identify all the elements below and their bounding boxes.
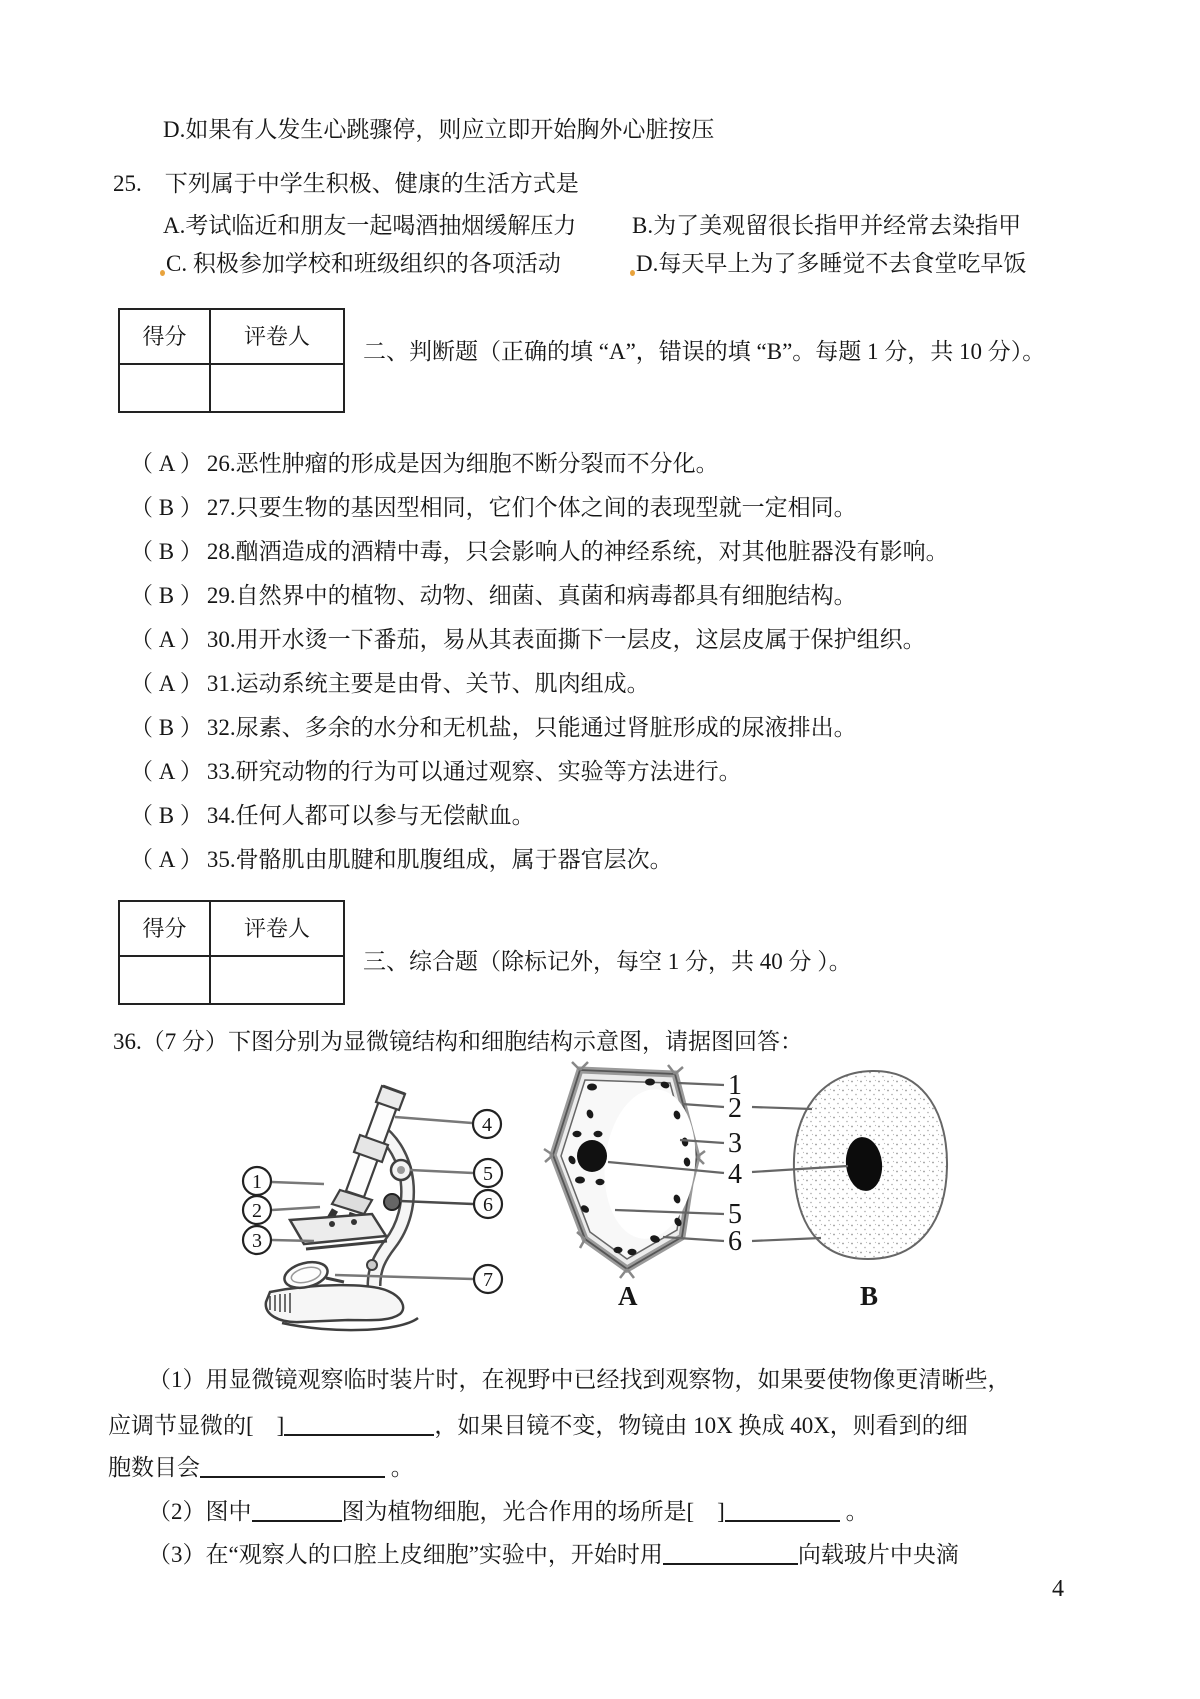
grader-cell-empty — [210, 364, 344, 412]
question-25-option-b: B.为了美观留很长指甲并经常去染指甲 — [632, 213, 1022, 238]
answer-blank — [663, 1540, 798, 1565]
cell-a-label: A — [618, 1281, 638, 1311]
score-label: 得分 — [119, 309, 210, 364]
cell-part-label-4: 4 — [728, 1159, 742, 1190]
question-25-option-c: C. 积极参加学校和班级组织的各项活动 — [166, 251, 561, 276]
judgment-row — [130, 758, 742, 787]
cell-part-labels — [728, 1070, 742, 1257]
sub-question-1-line2 — [108, 1408, 968, 1441]
svg-text:1: 1 — [252, 1171, 262, 1193]
answer-mark: （ A ） — [130, 671, 203, 696]
judgment-text: 26.恶性肿瘤的形成是因为细胞不断分裂而不分化。 — [206, 451, 719, 476]
grader-cell-empty — [210, 956, 344, 1004]
answer-mark: （ B ） — [130, 583, 203, 608]
animal-cell-b-drawing — [794, 1071, 947, 1259]
cell-part-label-6: 6 — [728, 1226, 742, 1257]
sub-question-3 — [148, 1537, 959, 1570]
score-cell-empty — [119, 364, 210, 412]
question-25-option-a: A.考试临近和朋友一起喝酒抽烟缓解压力 — [163, 213, 577, 238]
svg-text:7: 7 — [483, 1269, 493, 1291]
circled-number-2 — [243, 1196, 271, 1224]
judgment-row — [130, 846, 673, 875]
circled-number-6 — [474, 1190, 502, 1218]
judgment-text: 30.用开水烫一下番茄，易从其表面撕下一层皮，这层皮属于保护组织。 — [206, 627, 926, 652]
sub3-text-b: 向载玻片中央滴 — [797, 1542, 959, 1567]
judgment-text: 31.运动系统主要是由骨、关节、肌肉组成。 — [206, 671, 650, 696]
judgment-text: 33.研究动物的行为可以通过观察、实验等方法进行。 — [206, 759, 742, 784]
judgment-text: 27.只要生物的基因型相同，它们个体之间的表现型就一定相同。 — [206, 495, 857, 520]
svg-text:4: 4 — [482, 1114, 492, 1136]
score-table-1 — [118, 308, 345, 413]
svg-text:2: 2 — [252, 1200, 262, 1222]
score-cell-empty — [119, 956, 210, 1004]
sub2-text-c: 。 — [839, 1499, 869, 1524]
answer-mark: （ A ） — [130, 847, 203, 872]
question-36-figure — [220, 1052, 970, 1332]
page-number: 4 — [1052, 1576, 1064, 1602]
score-table-2 — [118, 900, 345, 1005]
cell-part-label-5: 5 — [728, 1199, 742, 1230]
circled-number-4 — [473, 1110, 501, 1138]
answer-blank — [252, 1497, 342, 1522]
svg-text:3: 3 — [252, 1230, 262, 1252]
answer-mark: （ A ） — [130, 451, 203, 476]
judgment-row — [130, 494, 857, 523]
answer-mark: （ A ） — [130, 627, 203, 652]
cell-part-label-1: 1 — [728, 1070, 742, 1101]
cell-part-label-3: 3 — [728, 1128, 742, 1159]
question-36-stem: 36.（7 分）下图分别为显微镜结构和细胞结构示意图，请据图回答： — [113, 1029, 803, 1054]
sub-question-1-line1: （1）用显微镜观察临时装片时，在视野中已经找到观察物，如果要使物像更清晰些， — [148, 1367, 1011, 1392]
answer-mark: （ B ） — [130, 495, 203, 520]
sub1-line3-text-b: 。 — [385, 1455, 414, 1480]
judgment-row — [130, 714, 857, 743]
answer-blank — [200, 1453, 385, 1478]
section-2-title: 二、判断题（正确的填 “A”，错误的填 “B”。每题 1 分，共 10 分）。 — [363, 339, 1046, 364]
answer-blank — [725, 1497, 840, 1522]
score-label: 得分 — [119, 901, 210, 956]
judgment-text: 35.骨骼肌由肌腱和肌腹组成，属于器官层次。 — [206, 847, 673, 872]
circled-number-5 — [474, 1159, 502, 1187]
circled-number-1 — [243, 1167, 271, 1195]
judgment-text: 28.酗酒造成的酒精中毒，只会影响人的神经系统，对其他脏器没有影响。 — [206, 539, 949, 564]
question-24-option-d: D.如果有人发生心跳骤停，则应立即开始胸外心脏按压 — [163, 117, 715, 142]
judgment-text: 29.自然界中的植物、动物、细菌、真菌和病毒都具有细胞结构。 — [206, 583, 857, 608]
sub3-text-a: （3）在“观察人的口腔上皮细胞”实验中，开始时用 — [148, 1542, 663, 1567]
circled-number-3 — [243, 1226, 271, 1254]
cell-b-label: B — [860, 1281, 879, 1311]
sub1-line2-text-a: 应调节显微的[ ] — [108, 1413, 285, 1438]
answer-mark: （ B ） — [130, 715, 203, 740]
sub2-text-b: 图为植物细胞，光合作用的场所是[ ] — [341, 1499, 725, 1524]
judgment-text: 34.任何人都可以参与无偿献血。 — [206, 803, 535, 828]
judgment-row — [130, 670, 650, 699]
cell-part-label-2: 2 — [728, 1093, 742, 1124]
answer-blank — [284, 1411, 434, 1436]
scan-artifact-dot — [160, 270, 165, 276]
grader-label: 评卷人 — [210, 309, 344, 364]
judgment-row — [130, 626, 926, 655]
scan-artifact-dot — [630, 270, 635, 276]
judgment-row — [130, 582, 857, 611]
answer-mark: （ B ） — [130, 803, 203, 828]
answer-mark: （ A ） — [130, 759, 203, 784]
question-25-stem: 25. 下列属于中学生积极、健康的生活方式是 — [113, 171, 579, 196]
svg-text:6: 6 — [483, 1194, 493, 1216]
circled-number-7 — [474, 1265, 502, 1293]
sub-question-1-line3 — [108, 1450, 414, 1483]
svg-text:5: 5 — [483, 1163, 493, 1185]
question-25-option-d: D.每天早上为了多睡觉不去食堂吃早饭 — [636, 251, 1027, 276]
section-3-title: 三、综合题（除标记外，每空 1 分，共 40 分 ）。 — [363, 949, 852, 974]
judgment-row — [130, 538, 949, 567]
answer-mark: （ B ） — [130, 539, 203, 564]
judgment-row — [130, 802, 535, 831]
judgment-row — [130, 450, 719, 479]
judgment-text: 32.尿素、多余的水分和无机盐，只能通过肾脏形成的尿液排出。 — [206, 715, 857, 740]
sub1-line2-text-b: ，如果目镜不变，物镜由 10X 换成 40X，则看到的细 — [434, 1413, 968, 1438]
grader-label: 评卷人 — [210, 901, 344, 956]
sub-question-2 — [148, 1494, 869, 1527]
sub1-line3-text-a: 胞数目会 — [108, 1455, 200, 1480]
sub2-text-a: （2）图中 — [148, 1499, 252, 1524]
